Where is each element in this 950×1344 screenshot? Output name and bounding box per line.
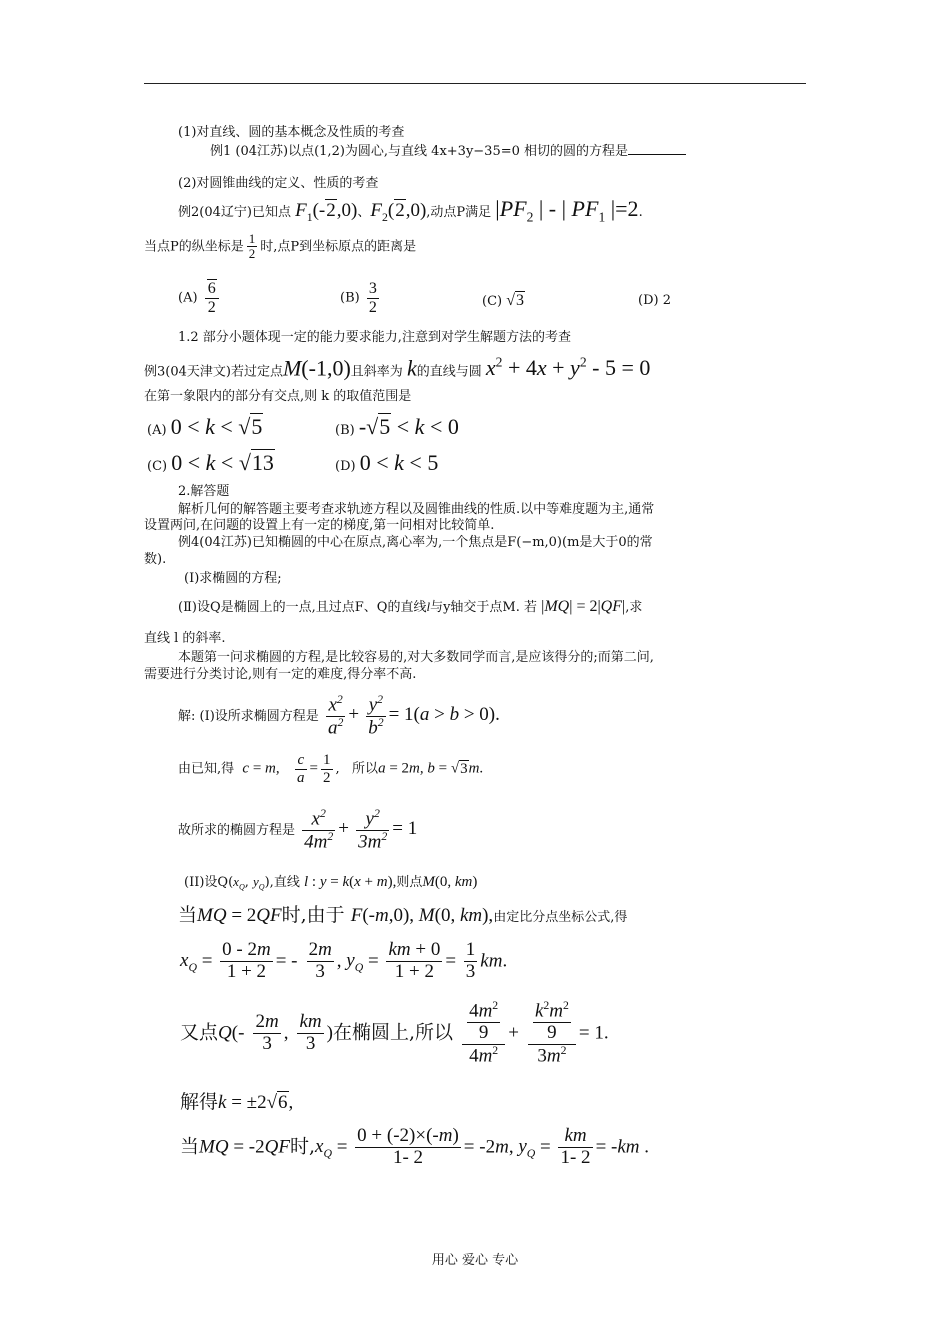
header-rule — [144, 83, 806, 84]
solution-part-1: 解: (I)设所求椭圆方程是 $\frac{x^2}{a^2}$ + $\frac{y^2}{b^2}$ = 1(a > b > 0). — [178, 693, 500, 739]
example-2-option-c: (C) √3 — [482, 292, 525, 309]
solution-case-1: 当MQ = 2QF时,由于 F(-m,0), M(0, km),由定比分点坐标公式,得 — [178, 904, 628, 926]
section-1-heading: (1)对直线、圆的基本概念及性质的考查 — [178, 125, 405, 140]
example-2-option-b: (B) $\frac{3}{2}$ — [340, 280, 377, 316]
example-1: 例1 (04江苏)以点(1,2)为圆心,与直线 4x+3y−35=0 相切的圆的方程是 — [210, 142, 686, 161]
intro-line-2: 设置两问,在问题的设置上有一定的梯度,第一问相对比较简单. — [144, 518, 495, 533]
example-2-option-a: (A) $\frac{6}{2}$ — [178, 280, 222, 316]
solution-case-2: 当MQ = -2QF时$,x_Q$ = $\frac{0 + (-2)\times(-m)}{1- 2}$ = -2m, $y_Q$ = $\frac{km}{1- 2}$ = -km . — [180, 1125, 650, 1168]
section-2-heading: (2)对圆锥曲线的定义、性质的考查 — [178, 176, 379, 191]
example-4-q2: (Ⅱ)设Q是椭圆上的一点,且过点F、Q的直线l与y轴交于点M. 若 |MQ| = 2|QF|,求 — [178, 598, 643, 615]
section-1-2-heading: 1.2 部分小题体现一定的能力要求能力,注意到对学生解题方法的考查 — [178, 330, 571, 345]
example-3: 例3(04天津文)若过定点M(-1,0)且斜率为 k的直线与圆 $x^2 + 4x + y^2 - 5 = 0$ — [144, 355, 651, 381]
intro-line-1: 解析几何的解答题主要考查求轨迹方程以及圆锥曲线的性质.以中等难度题为主,通常 — [178, 502, 655, 517]
example-4-line1: 例4(04江苏)已知椭圆的中心在原点,离心率为,一个焦点是F(−m,0)(m是大于0的常 — [178, 535, 653, 550]
solution-result: 故所求的椭圆方程是 $\frac{x^2}{4m^2}$ + $\frac{y^2}{3m^2}$ = 1 — [178, 807, 418, 853]
solution-k-value: 解得k = ±2√6, — [180, 1091, 294, 1113]
solution-part-2: (II)设$Q(x_Q$, $y_Q$),直线 l : y = k(x + m),则点M(0, km) — [184, 874, 478, 892]
section-2-heading-b: 2.解答题 — [178, 484, 230, 499]
solution-on-ellipse: 又点Q(- $\frac{2m}{3}$ , $\frac{km}{3}$ )在椭圆上,所以 $\frac{\frac{4m^2}{9}}{4m^2}$ + $\frac{\frac{k^2m^2}{9}}{3m^2}$ = 1. — [180, 999, 609, 1067]
example-4-q1: (Ⅰ)求椭圆的方程; — [184, 571, 282, 586]
comment-line-1: 本题第一问求椭圆的方程,是比较容易的,对大多数同学而言,是应该得分的;而第二问, — [178, 650, 654, 665]
solution-coordinates: $x_Q$ = $\frac{0 - 2m}{1 + 2}$ = - $\frac{2m}{3}$ , $y_Q$ = $\frac{km + 0}{1 + 2}$ = $\frac{1}{3}$ km. — [180, 939, 508, 982]
example-3-line2: 在第一象限内的部分有交点,则 k 的取值范围是 — [144, 389, 412, 404]
example-3-option-a: (A) 0 < k < √5 — [147, 414, 263, 439]
example-4-line2: 数). — [144, 552, 167, 567]
solution-known: 由已知,得 c = m, $\frac{c}{a}$ = $\frac{1}{2}$ , 所以a = 2m, b = √3m. — [178, 752, 484, 786]
example-2-option-d: (D) 2 — [638, 293, 671, 308]
comment-line-2: 需要进行分类讨论,则有一定的难度,得分率不高. — [144, 667, 417, 682]
page-footer: 用心 爱心 专心 — [431, 1253, 519, 1268]
example-3-option-d: (D) 0 < k < 5 — [335, 450, 439, 475]
example-2: 例2(04辽宁)已知点 $F_1(-2,0)$、$F_2(2,0)$,动点P满足 $|PF_2$ | - | $PF_1$ |=2. — [178, 196, 643, 225]
example-3-option-b: (B) -√5 < k < 0 — [335, 414, 459, 439]
example-2-question: 当点P的纵坐标是 $\frac{1}{2}$ 时,点P到坐标原点的距离是 — [144, 231, 417, 262]
example-3-option-c: (C) 0 < k < √13 — [147, 450, 274, 475]
example-4-q2-line2: 直线 l 的斜率. — [144, 631, 226, 646]
